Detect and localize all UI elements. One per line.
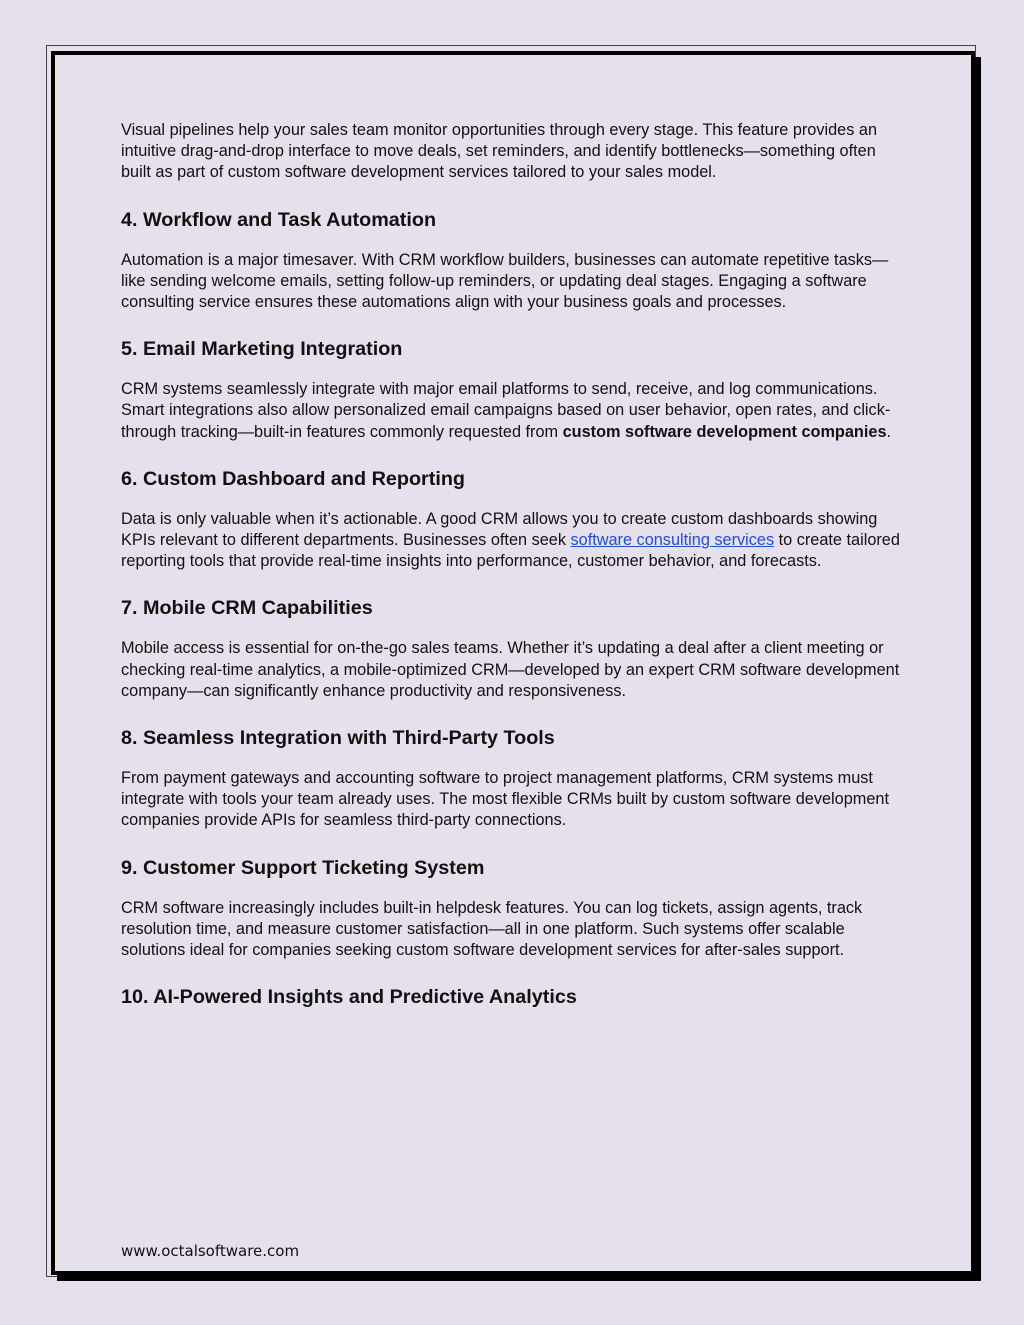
section-body-dashboard-end: to create tailored reporting tools that provide real-time insights into performance, customer behavior, and forecasts. — [121, 531, 900, 571]
section-body-integration: From payment gateways and accounting software to project management platforms, CRM systems must integrate with tools your team already uses. The most flexible CRMs built by custom software development companies provide APIs for seamless third-party connections. — [121, 769, 889, 830]
section-body-email-text: CRM systems seamlessly integrate with major email platforms to send, receive, and log communications. Smart integrations also allow personalized email campaigns based on user behavior, open rates, and click-through tracking—built-in features commonly requested from — [121, 380, 891, 441]
section-body-email — [121, 379, 901, 443]
intro-paragraph: Visual pipelines help your sales team monitor opportunities through every stage. This feature provides an intuitive drag-and-drop interface to move deals, set reminders, and identify bottlenecks—something often built as part of custom software development services tailored to your sales model. — [121, 121, 878, 182]
section-heading-email: 5. Email Marketing Integration — [121, 338, 403, 361]
section-body-email-end: . — [886, 422, 892, 441]
software-consulting-services-link[interactable]: software consulting services — [570, 531, 775, 550]
section-body-dashboard — [121, 509, 901, 573]
section-heading-ai: 10. AI-Powered Insights and Predictive Analytics — [121, 986, 577, 1009]
bold-phrase: custom software development companies — [562, 422, 887, 441]
section-heading-ticketing: 9. Customer Support Ticketing System — [121, 856, 485, 879]
footer-url: www.octalsoftware.com — [121, 1242, 300, 1260]
section-heading-integration: 8. Seamless Integration with Third-Party Tools — [121, 727, 555, 750]
section-heading-dashboard: 6. Custom Dashboard and Reporting — [121, 467, 465, 490]
section-heading-workflow: 4. Workflow and Task Automation — [121, 208, 437, 231]
document-body — [121, 120, 901, 1010]
section-body-mobile: Mobile access is essential for on-the-go sales teams. Whether it’s updating a deal after a client meeting or checking real-time analytics, a mobile-optimized CRM—developed by an expert CRM software development company—can significantly enhance productivity and responsiveness. — [121, 639, 900, 700]
section-heading-mobile: 7. Mobile CRM Capabilities — [121, 597, 373, 620]
section-body-ticketing: CRM software increasingly includes built-in helpdesk features. You can log tickets, assign agents, track resolution time, and measure customer satisfaction—all in one platform. Such systems offer scalable solutions ideal for companies seeking custom software development services for after-sales support. — [121, 898, 863, 960]
section-body-workflow: Automation is a major timesaver. With CRM workflow builders, businesses can automate repetitive tasks—like sending welcome emails, setting follow-up reminders, or updating deal stages. Engaging a software consulting service ensures these automations align with your business goals and processes. — [121, 250, 889, 312]
section-body-dashboard-text: Data is only valuable when it’s actionable. A good CRM allows you to create custom dashboards showing KPIs relevant to different departments. Businesses often seek — [121, 509, 878, 550]
